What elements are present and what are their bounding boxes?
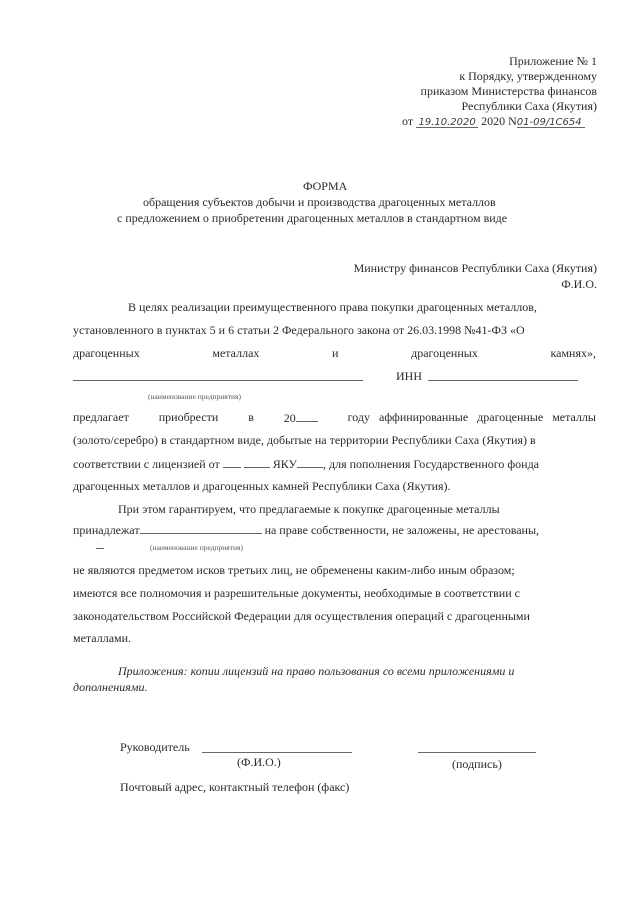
attachment-line-2: дополнениями. — [73, 680, 148, 694]
p1-word-4: драгоценных — [411, 346, 478, 360]
contacts-line: Почтовый адрес, контактный телефон (факс) — [120, 780, 350, 794]
year-number-label: 2020 N — [481, 114, 517, 128]
sign-caption: (подпись) — [452, 757, 502, 771]
org-caption-2: (наименование предприятия) — [150, 543, 243, 552]
license-number-blank[interactable] — [297, 456, 323, 468]
org-caption-1: (наименование предприятия) — [148, 392, 241, 401]
header-line-1: Приложение № 1 — [509, 54, 597, 68]
fio-caption: (Ф.И.О.) — [237, 755, 281, 769]
org-name-blank-2[interactable] — [140, 522, 262, 534]
license-date-blank[interactable] — [223, 456, 241, 468]
p3-line-4: имеются все полномочия и разрешительные документы, необходимые в соответствии с — [73, 586, 520, 600]
p2-word-2: приобрести — [158, 410, 219, 424]
header-line-4: Республики Саха (Якутия) — [461, 99, 597, 113]
license-date-blank-2[interactable] — [244, 456, 270, 468]
p2-line-4: драгоценных металлов и драгоценных камней Республики Саха (Якутия). — [73, 479, 451, 493]
p3-line-1: При этом гарантируем, что предлагаемые к покупке драгоценные металлы — [118, 502, 500, 516]
signature-blank[interactable] — [418, 752, 536, 753]
head-fio-blank[interactable] — [202, 752, 352, 753]
p3-line-2: принадлежат на праве собственности, не заложены, не арестованы, — [73, 523, 540, 537]
org-name-blank[interactable] — [73, 380, 363, 381]
p1-word-3: и — [332, 346, 339, 360]
date-handwritten: 19.10.2020 — [416, 116, 478, 128]
year-blank[interactable] — [296, 410, 318, 422]
addressee-line-1: Министру финансов Республики Саха (Якутия) — [353, 261, 597, 275]
p3-line-3: не являются предметом исков третьих лиц, не обременены каким-либо иным образом; — [73, 563, 515, 577]
p1-line-2: установленного в пунктах 5 и 6 статьи 2 Федерального закона от 26.03.1998 №41-ФЗ «О — [73, 323, 525, 337]
title-line-2: с предложением о приобретении драгоценных металлов в стандартном виде — [117, 211, 508, 225]
header-line-2: к Порядку, утвержденному — [459, 69, 597, 83]
addressee-line-2: Ф.И.О. — [561, 277, 597, 291]
p1-line-3 — [73, 346, 596, 360]
p1-line-1: В целях реализации преимущественного права покупки драгоценных металлов, — [128, 300, 537, 314]
p1-word-1: драгоценных — [73, 346, 140, 360]
p3-line-6: металлами. — [73, 631, 132, 645]
p1-word-2: металлах — [212, 346, 260, 360]
p2-line-2: (золото/серебро) в стандартном виде, добытые на территории Республики Саха (Якутия) в — [73, 433, 536, 447]
p2-year: 20 — [284, 410, 318, 425]
p3-line-5: законодательством Российской Федерации для осуществления операций с драгоценными — [73, 609, 530, 623]
p2-word-1: предлагает — [73, 410, 129, 424]
attachment-line-1: Приложения: копии лицензий на право пользования со всеми приложениями и — [118, 664, 515, 678]
p2-line-1 — [73, 410, 596, 425]
caption-dash — [96, 548, 104, 549]
p2-line-3: соответствии с лицензией от ЯКУ , для пополнения Государственного фонда — [73, 457, 539, 471]
number-handwritten: 01-09/1С654 — [517, 116, 585, 128]
date-prefix: от — [402, 114, 414, 128]
inn-label: ИНН — [396, 369, 422, 383]
head-label: Руководитель — [120, 740, 190, 754]
p2-word-3: в — [248, 410, 254, 424]
p1-word-5: камнях», — [550, 346, 596, 360]
header-line-3: приказом Министерства финансов — [420, 84, 597, 98]
title-line-1: обращения субъектов добычи и производства драгоценных металлов — [143, 195, 496, 209]
header-date-line — [402, 114, 585, 128]
form-title: ФОРМА — [303, 179, 348, 193]
p2-word-rest: году аффинированные драгоценные металлы — [347, 410, 596, 424]
inn-blank[interactable] — [428, 380, 578, 381]
